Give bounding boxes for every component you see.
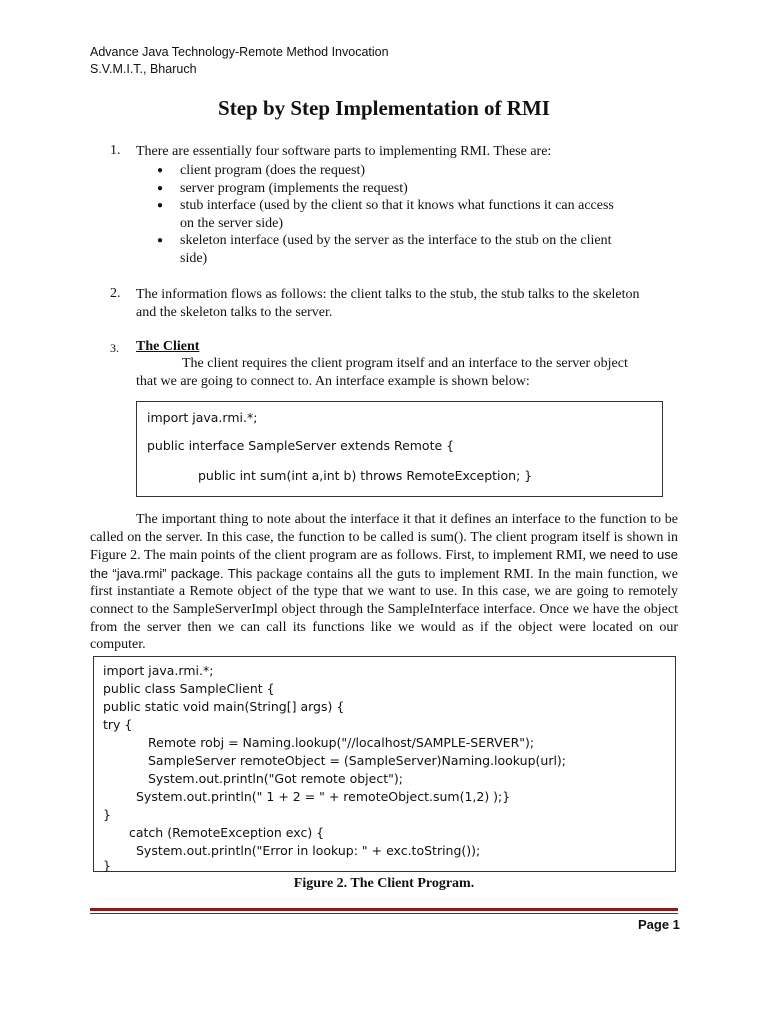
code-line: } xyxy=(103,807,111,822)
client-program-code-box xyxy=(93,656,676,872)
client-explanation-paragraph xyxy=(90,511,678,654)
code-line: } xyxy=(103,858,111,873)
page-title: Step by Step Implementation of RMI xyxy=(218,96,550,120)
paragraph-text-inline: we need to use the “java.rmi” package. This xyxy=(90,547,678,581)
footer-rule-thin xyxy=(90,913,678,914)
code-line: System.out.println("Error in lookup: " + exc.toString()); xyxy=(136,843,481,858)
running-header xyxy=(90,44,389,78)
list-item: ● client program (does the request) xyxy=(154,162,624,180)
code-line: Remote robj = Naming.lookup("//localhost/SAMPLE-SERVER"); xyxy=(148,735,535,750)
code-line: SampleServer remoteObject = (SampleServer)Naming.lookup(url); xyxy=(148,753,567,768)
code-line: public class SampleClient { xyxy=(103,681,275,696)
page-number: Page 1 xyxy=(638,917,680,932)
section-3-number: 3. xyxy=(110,341,119,355)
code-line: try { xyxy=(103,717,133,732)
code-line: public int sum(int a,int b) throws RemoteException; } xyxy=(198,468,533,483)
code-line: System.out.println(" 1 + 2 = " + remoteObject.sum(1,2) );} xyxy=(136,789,511,804)
list-item: ● stub interface (used by the client so that it knows what functions it can access on the server side) xyxy=(154,197,624,232)
section-2-number: 2. xyxy=(110,286,121,301)
section-3-heading: The Client xyxy=(136,339,200,354)
code-line: catch (RemoteException exc) { xyxy=(129,825,325,840)
section-2-text: The information flows as follows: the client talks to the stub, the stub talks to the skeleton and the skeleton talks to the server. xyxy=(136,287,640,320)
code-line: public static void main(String[] args) { xyxy=(103,699,345,714)
section-1-number: 1. xyxy=(110,143,121,158)
header-institution: S.V.M.I.T., Bharuch xyxy=(90,62,197,76)
paragraph-text-part2: package contains all the guts to implement RMI. In the main function, we first instantiate a Remote object of the type that we want to use. In this case, we are going to remotely connect to the SampleServerImpl object through the SampleInterface interface. Once we have the object from the server then we can call its functions like we would as if the object were located on our computer. xyxy=(90,566,678,653)
paragraph-text-part1: The important thing to note about the interface it that it defines an interface to the function to be called on the server. In this case, the function to be called is sum(). The client program itself is shown in Figure 2. The main points of the client program are as follows. First, to implement RMI, xyxy=(90,512,678,564)
list-item: ● server program (implements the request) xyxy=(154,180,624,198)
section-1-text: There are essentially four software parts to implementing RMI. These are: xyxy=(136,144,552,159)
code-line: System.out.println("Got remote object"); xyxy=(148,771,403,786)
figure-caption: Figure 2. The Client Program. xyxy=(293,876,475,891)
section-3-intro-line1: The client requires the client program itself and an interface to the server object xyxy=(182,356,628,371)
software-parts-list xyxy=(154,162,624,267)
section-3-intro-line2: that we are going to connect to. An interface example is shown below: xyxy=(136,374,530,389)
code-line: import java.rmi.*; xyxy=(103,663,214,678)
footer-rule xyxy=(90,908,678,911)
header-course-title: Advance Java Technology-Remote Method Invocation xyxy=(90,45,389,59)
interface-code-box xyxy=(136,401,663,497)
code-line: public interface SampleServer extends Remote { xyxy=(147,438,455,453)
code-line: import java.rmi.*; xyxy=(147,410,258,425)
list-item: ● skeleton interface (used by the server as the interface to the stub on the client side) xyxy=(154,232,624,267)
